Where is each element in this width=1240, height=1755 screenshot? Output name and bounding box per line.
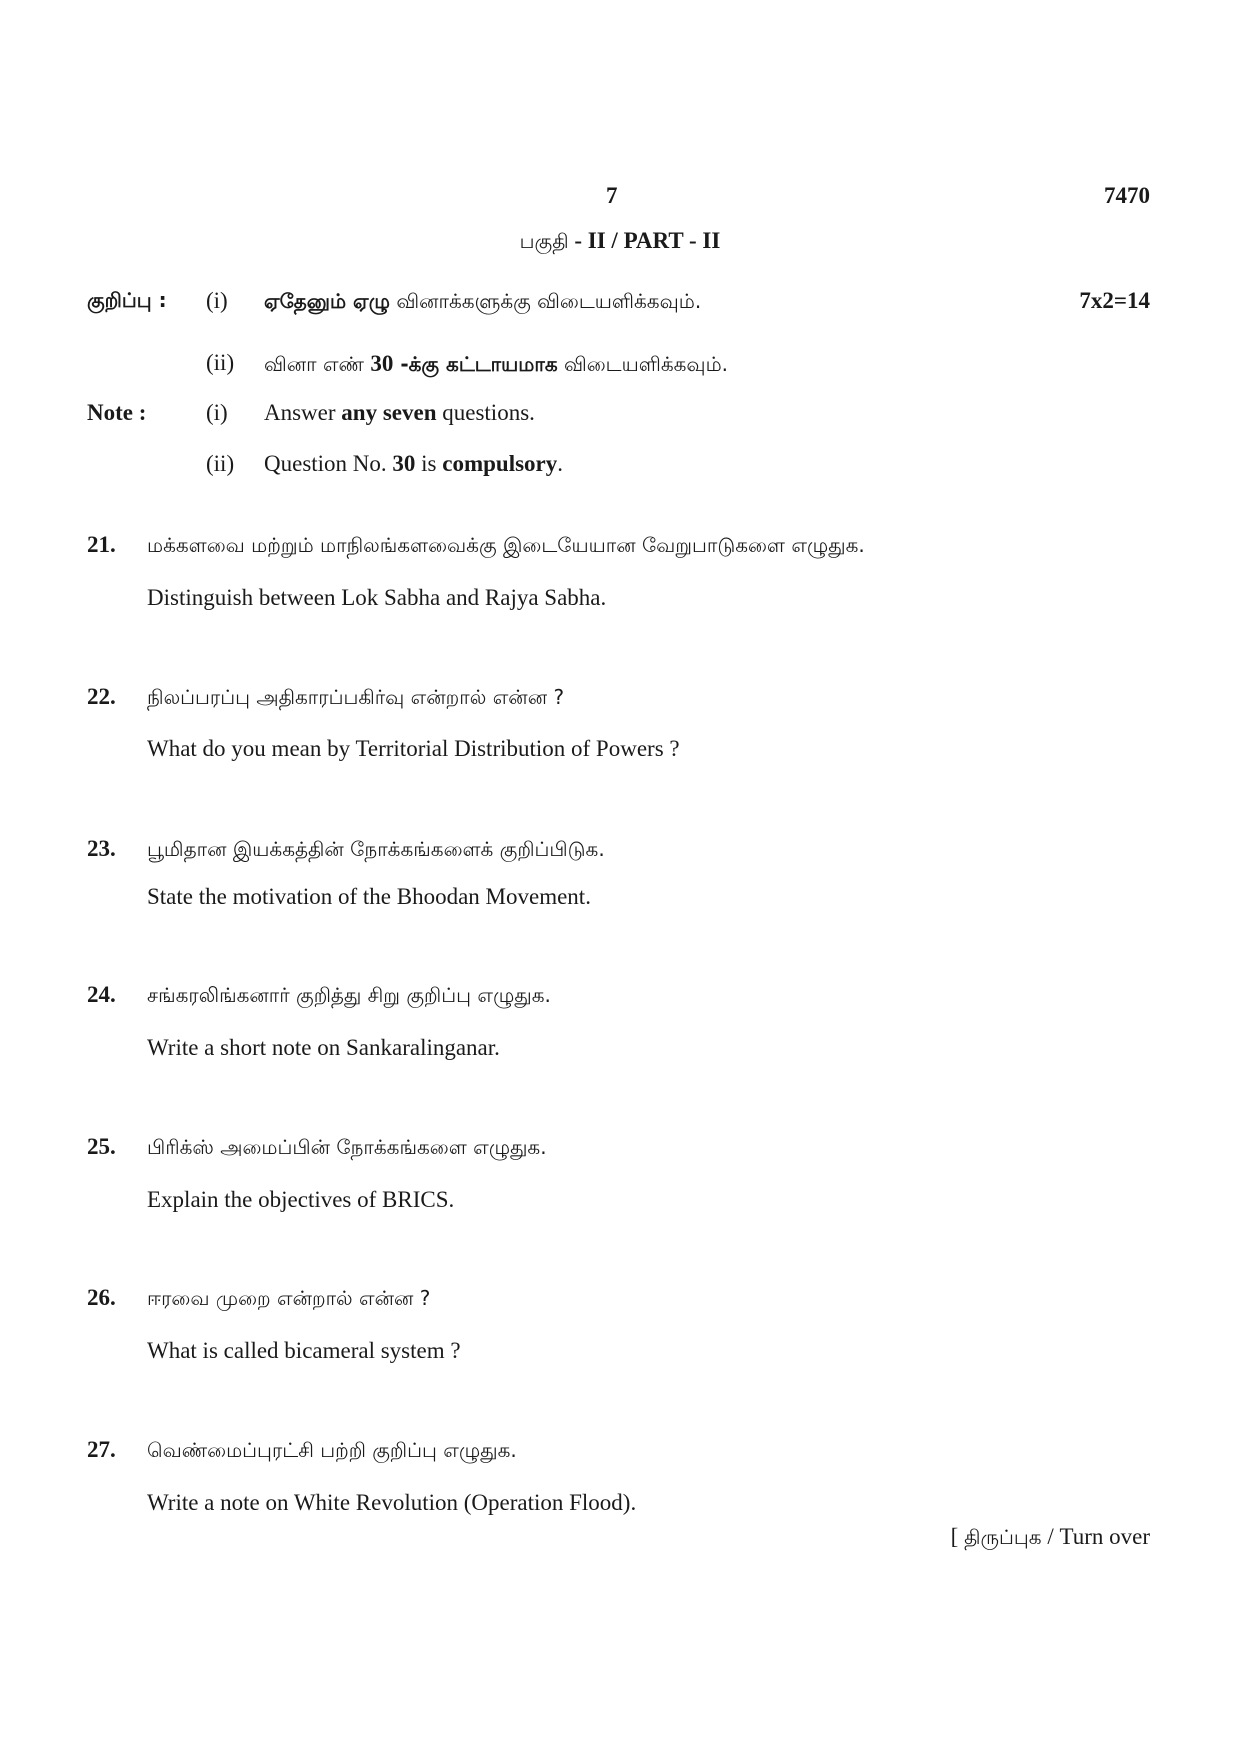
question-23-tamil: பூமிதான இயக்கத்தின் நோக்கங்களைக் குறிப்பிடுக.: [147, 837, 605, 861]
part-heading-english: II / PART - II: [587, 228, 721, 253]
question-27-number: 27.: [87, 1437, 116, 1462]
note-english-1-rest: questions.: [436, 400, 535, 425]
question-24-tamil: சங்கரலிங்கனார் குறித்து சிறு குறிப்பு எழுதுக.: [147, 983, 551, 1007]
note-english-1-pre: Answer: [264, 400, 342, 425]
page-number: 7: [606, 183, 618, 208]
question-25-number: 25.: [87, 1134, 116, 1159]
question-26-english: What is called bicameral system ?: [147, 1338, 461, 1363]
note-tamil-2-num: (ii): [206, 350, 235, 375]
question-26-tamil: ஈரவை முறை என்றால் என்ன ?: [147, 1286, 431, 1310]
question-21-tamil: மக்களவை மற்றும் மாநிலங்களவைக்கு இடையேயான வேறுபாடுகளை எழுதுக.: [147, 533, 865, 557]
note-english-2-bold: compulsory: [442, 451, 558, 476]
question-24-number: 24.: [87, 982, 116, 1007]
marks-allocation: 7x2=14: [1079, 288, 1150, 313]
note-tamil-1: [264, 289, 701, 316]
note-english-2-mid: is: [415, 451, 443, 476]
question-22-english: What do you mean by Territorial Distribution of Powers ?: [147, 736, 680, 761]
note-label-english: Note :: [87, 400, 147, 425]
note-tamil-2-bold-num: 30: [370, 351, 394, 376]
note-tamil-1-num: (i): [206, 288, 228, 313]
note-english-2-rest: .: [557, 451, 564, 476]
question-25-english: Explain the objectives of BRICS.: [147, 1187, 455, 1212]
note-english-2-num: (ii): [206, 451, 235, 476]
turn-over-english: / Turn over: [1041, 1524, 1150, 1549]
note-english-2: [264, 451, 563, 477]
note-tamil-1-rest: வினாக்களுக்கு விடையளிக்கவும்.: [390, 289, 702, 313]
part-heading: [0, 228, 1240, 256]
question-21-number: 21.: [87, 532, 116, 557]
part-heading-sep: -: [568, 228, 588, 253]
note-tamil-2-rest: விடையளிக்கவும்.: [557, 352, 729, 376]
note-english-1-bold: any seven: [341, 400, 437, 425]
turn-over-note: [951, 1524, 1150, 1552]
part-heading-tamil: பகுதி: [519, 229, 569, 253]
note-english-2-pre: Question No.: [264, 451, 393, 476]
question-25-tamil: பிரிக்ஸ் அமைப்பின் நோக்கங்களை எழுதுக.: [147, 1135, 547, 1159]
question-21-english: Distinguish between Lok Sabha and Rajya Sabha.: [147, 585, 607, 610]
turn-over-tamil: திருப்புக: [964, 1525, 1042, 1549]
question-27-english: Write a note on White Revolution (Operation Flood).: [147, 1490, 637, 1515]
note-english-1: [264, 400, 535, 426]
note-english-1-num: (i): [206, 400, 228, 425]
note-english-2-bold-num: 30: [392, 451, 416, 476]
question-23-english: State the motivation of the Bhoodan Movement.: [147, 884, 591, 909]
note-tamil-2-pre: வினா எண்: [264, 352, 371, 376]
question-24-english: Write a short note on Sankaralinganar.: [147, 1035, 500, 1060]
note-label-tamil: குறிப்பு :: [87, 288, 167, 312]
question-22-number: 22.: [87, 684, 116, 709]
note-tamil-2: [264, 351, 728, 379]
question-22-tamil: நிலப்பரப்பு அதிகாரப்பகிர்வு என்றால் என்ன ?: [147, 685, 565, 709]
question-26-number: 26.: [87, 1285, 116, 1310]
question-23-number: 23.: [87, 836, 116, 861]
note-tamil-2-bold: -க்கு கட்டாயமாக: [393, 352, 558, 376]
question-27-tamil: வெண்மைப்புரட்சி பற்றி குறிப்பு எழுதுக.: [147, 1438, 517, 1462]
note-tamil-1-bold: ஏதேனும் ஏழு: [264, 289, 390, 313]
paper-code: 7470: [1104, 183, 1150, 208]
turn-over-bracket: [: [950, 1524, 965, 1549]
